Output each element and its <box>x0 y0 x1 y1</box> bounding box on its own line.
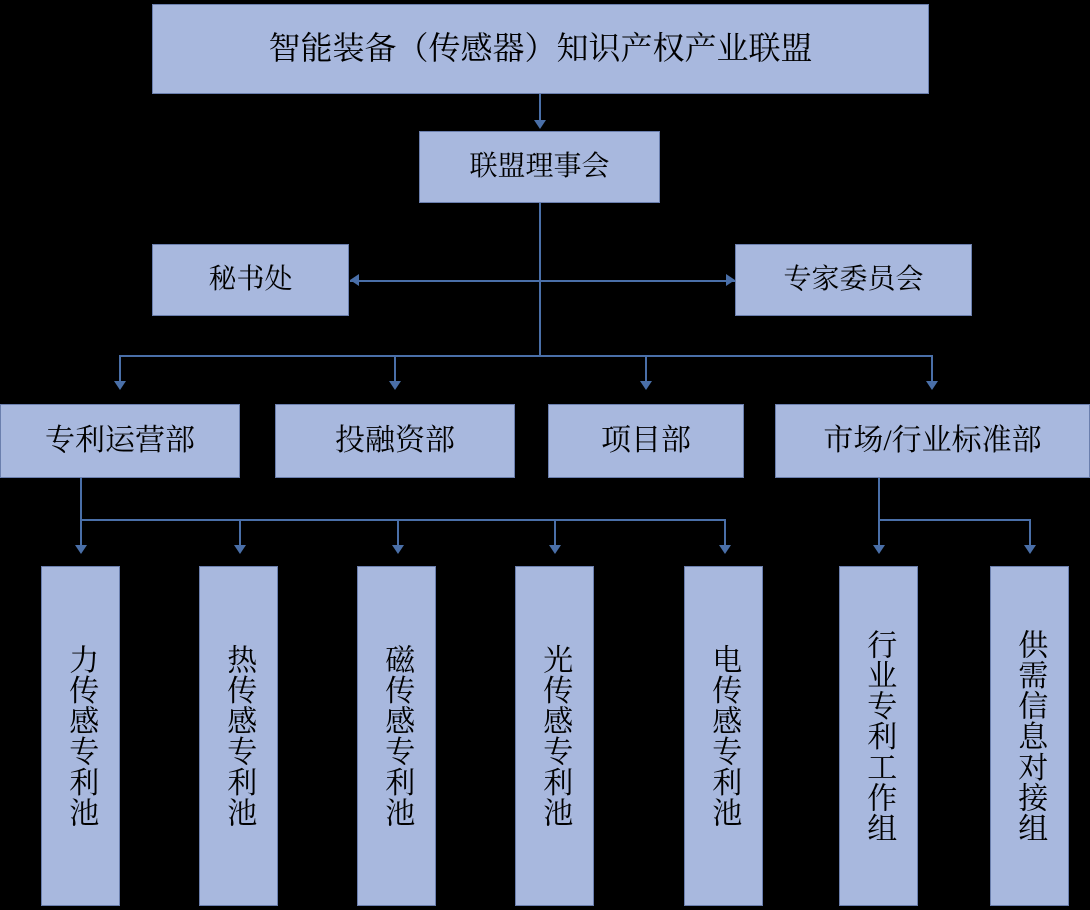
connector-market-standard-stem <box>878 478 880 521</box>
node-pool-electric: 电传感专利池 <box>684 566 763 906</box>
arrowhead-dept-patent-ops <box>114 381 126 390</box>
node-dept-patent-ops: 专利运营部 <box>0 404 240 478</box>
connector-root-board <box>539 94 541 122</box>
arrowhead-pool-optical <box>549 545 561 554</box>
connector-group-industry-patent-drop <box>878 519 880 547</box>
connector-level3-bus <box>119 355 933 357</box>
connector-level3-drop-2 <box>394 355 396 383</box>
node-pool-thermal: 热传感专利池 <box>199 566 278 906</box>
connector-level3-drop-3 <box>645 355 647 383</box>
node-pool-magnetic: 磁传感专利池 <box>357 566 436 906</box>
arrowhead-experts <box>726 274 735 286</box>
node-group-industry-patent: 行业专利工作组 <box>839 566 918 906</box>
arrowhead-secretariat <box>350 274 359 286</box>
connector-patent-ops-stem <box>80 478 82 521</box>
node-pool-force: 力传感专利池 <box>41 566 120 906</box>
arrowhead-group-supply-demand <box>1024 545 1036 554</box>
arrowhead-root-board <box>534 120 546 129</box>
arrowhead-dept-project <box>640 381 652 390</box>
connector-level3-drop-1 <box>119 355 121 383</box>
arrowhead-pool-electric <box>719 545 731 554</box>
node-dept-investment: 投融资部 <box>275 404 515 478</box>
connector-group-supply-demand-drop <box>1029 519 1031 547</box>
connector-level3-drop-4 <box>931 355 933 383</box>
connector-pool-optical-drop <box>554 519 556 547</box>
connector-pool-force-drop <box>80 519 82 547</box>
node-experts: 专家委员会 <box>735 244 972 316</box>
arrowhead-dept-investment <box>389 381 401 390</box>
node-dept-project: 项目部 <box>548 404 744 478</box>
connector-pool-electric-drop <box>724 519 726 547</box>
arrowhead-dept-market-standard <box>926 381 938 390</box>
connector-patent-ops-bus <box>80 519 725 521</box>
node-secretariat: 秘书处 <box>152 244 349 316</box>
node-dept-market-standard: 市场/行业标准部 <box>775 404 1090 478</box>
node-board: 联盟理事会 <box>419 131 660 203</box>
node-root: 智能装备（传感器）知识产权产业联盟 <box>152 4 929 94</box>
node-pool-optical: 光传感专利池 <box>515 566 594 906</box>
arrowhead-pool-force <box>75 545 87 554</box>
connector-market-standard-bus <box>878 519 1030 521</box>
arrowhead-pool-magnetic <box>392 545 404 554</box>
connector-level2-bus <box>350 280 735 282</box>
connector-pool-thermal-drop <box>239 519 241 547</box>
connector-pool-magnetic-drop <box>397 519 399 547</box>
node-group-supply-demand: 供需信息对接组 <box>990 566 1069 906</box>
arrowhead-pool-thermal <box>234 545 246 554</box>
arrowhead-group-industry-patent <box>873 545 885 554</box>
